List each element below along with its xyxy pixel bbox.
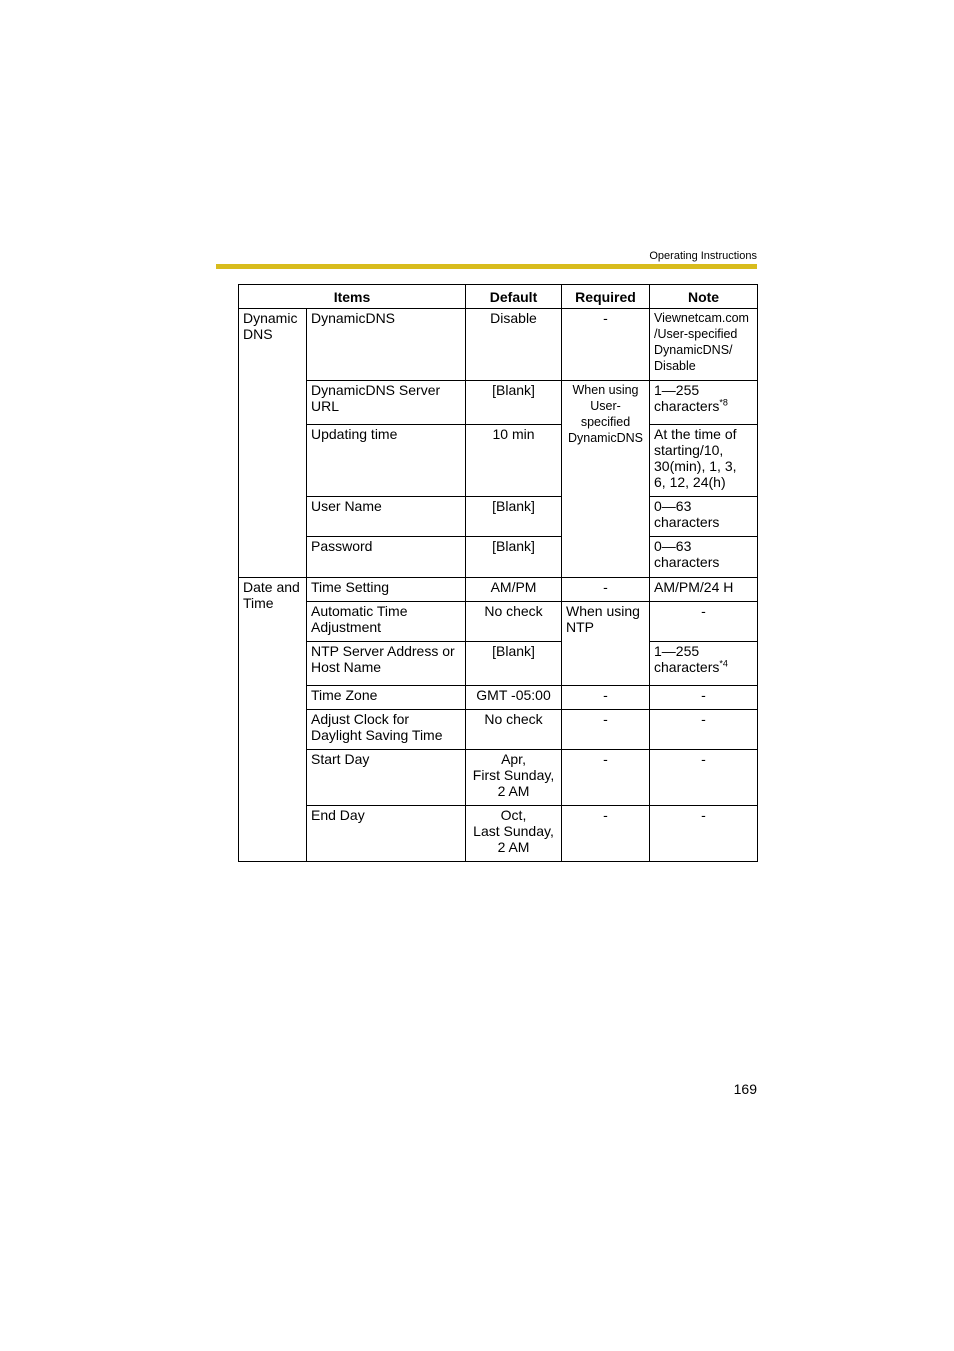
required-cell [562, 710, 650, 750]
table-header-row [239, 285, 758, 309]
group-label: Date and Time [243, 579, 300, 611]
note-cell [650, 642, 758, 686]
default-cell [466, 578, 562, 602]
group-cell-dynamic-dns [239, 309, 307, 578]
default-cell [466, 686, 562, 710]
required-cell [562, 686, 650, 710]
group-cell-date-time [239, 578, 307, 862]
required-cell [562, 578, 650, 602]
item-label: End Day [311, 807, 365, 823]
note-text: 1—255 characters [654, 643, 720, 675]
required-value: When using User-specified DynamicDNS [568, 383, 644, 445]
note-value: - [701, 687, 706, 703]
item-label: Adjust Clock for Daylight Saving Time [311, 711, 443, 743]
default-value: [Blank] [492, 643, 535, 659]
note-value: Viewnetcam.com /User-specified DynamicDNS/ Disable [654, 311, 749, 373]
footnote-marker: *8 [719, 397, 728, 408]
footnote-marker: *4 [719, 658, 728, 669]
item-label: NTP Server Address or Host Name [311, 643, 455, 675]
note-value: - [701, 751, 706, 767]
item-cell [307, 381, 466, 425]
default-value: No check [484, 603, 543, 619]
settings-table [238, 284, 758, 862]
default-cell [466, 381, 562, 425]
table-row [239, 710, 758, 750]
note-value: - [701, 711, 706, 727]
note-value: 0—63 characters [654, 538, 720, 570]
item-label: Time Setting [311, 579, 390, 595]
table-row [239, 425, 758, 497]
table-row [239, 578, 758, 602]
note-value: At the time of starting/10, 30(min), 1, 3, 6, 12, 24(h) [654, 426, 737, 490]
default-value: AM/PM [490, 579, 537, 595]
item-label: Time Zone [311, 687, 378, 703]
table-row [239, 497, 758, 537]
note-cell [650, 750, 758, 806]
required-cell [562, 602, 650, 686]
column-header-items: Items [239, 285, 466, 309]
item-label: Updating time [311, 426, 398, 442]
note-value: AM/PM/24 H [654, 579, 734, 595]
required-cell [562, 806, 650, 862]
table-row [239, 602, 758, 642]
page-number: 169 [733, 1081, 757, 1097]
note-cell [650, 806, 758, 862]
default-value: Apr, First Sunday, 2 AM [472, 751, 555, 799]
note-value: - [701, 603, 706, 619]
item-cell [307, 686, 466, 710]
note-cell [650, 686, 758, 710]
column-header-required: Required [562, 285, 650, 309]
required-value: - [603, 310, 608, 326]
note-value [650, 642, 757, 677]
table-row [239, 806, 758, 862]
note-cell [650, 425, 758, 497]
default-cell [466, 642, 562, 686]
required-value: When using NTP [566, 603, 640, 635]
required-value: - [603, 579, 608, 595]
required-value: - [603, 687, 608, 703]
note-value [650, 381, 757, 416]
required-cell [562, 750, 650, 806]
note-cell [650, 578, 758, 602]
default-value: No check [484, 711, 543, 727]
note-cell [650, 381, 758, 425]
table-row [239, 750, 758, 806]
item-cell [307, 750, 466, 806]
column-header-note: Note [650, 285, 758, 309]
note-cell [650, 309, 758, 381]
item-cell [307, 537, 466, 578]
required-value: - [603, 711, 608, 727]
table-row [239, 686, 758, 710]
table-row [239, 381, 758, 425]
group-label: Dynamic DNS [243, 310, 298, 342]
item-cell [307, 578, 466, 602]
default-value: [Blank] [492, 382, 535, 398]
default-cell [466, 602, 562, 642]
item-cell [307, 642, 466, 686]
default-cell [466, 309, 562, 381]
item-cell [307, 602, 466, 642]
table-row [239, 642, 758, 686]
default-cell [466, 750, 562, 806]
default-value: [Blank] [492, 538, 535, 554]
item-label: Start Day [311, 751, 370, 767]
required-value: - [603, 751, 608, 767]
default-cell [466, 806, 562, 862]
item-cell [307, 309, 466, 381]
item-cell [307, 806, 466, 862]
default-value: Disable [490, 310, 537, 326]
note-value: 0—63 characters [654, 498, 720, 530]
item-cell [307, 425, 466, 497]
table-row [239, 537, 758, 578]
item-label: User Name [311, 498, 382, 514]
required-value: - [603, 807, 608, 823]
default-cell [466, 710, 562, 750]
item-label: Password [311, 538, 373, 554]
default-value: Oct, Last Sunday, 2 AM [473, 807, 554, 855]
note-cell [650, 497, 758, 537]
default-value: 10 min [492, 426, 535, 442]
default-value: [Blank] [492, 498, 535, 514]
item-label: DynamicDNS Server URL [311, 382, 441, 414]
column-header-default: Default [466, 285, 562, 309]
default-cell [466, 497, 562, 537]
required-cell [562, 381, 650, 578]
default-cell [466, 425, 562, 497]
default-value: GMT -05:00 [476, 687, 551, 703]
item-cell [307, 710, 466, 750]
header-accent-bar [216, 264, 757, 269]
table-row [239, 309, 758, 381]
note-cell [650, 602, 758, 642]
running-header: Operating Instructions [649, 250, 757, 262]
item-cell [307, 497, 466, 537]
note-value: - [701, 807, 706, 823]
default-cell [466, 537, 562, 578]
item-label: Automatic Time Adjustment [311, 603, 408, 635]
required-cell [562, 309, 650, 381]
note-cell [650, 537, 758, 578]
note-cell [650, 710, 758, 750]
item-label: DynamicDNS [311, 310, 396, 326]
note-text: 1—255 characters [654, 382, 720, 414]
